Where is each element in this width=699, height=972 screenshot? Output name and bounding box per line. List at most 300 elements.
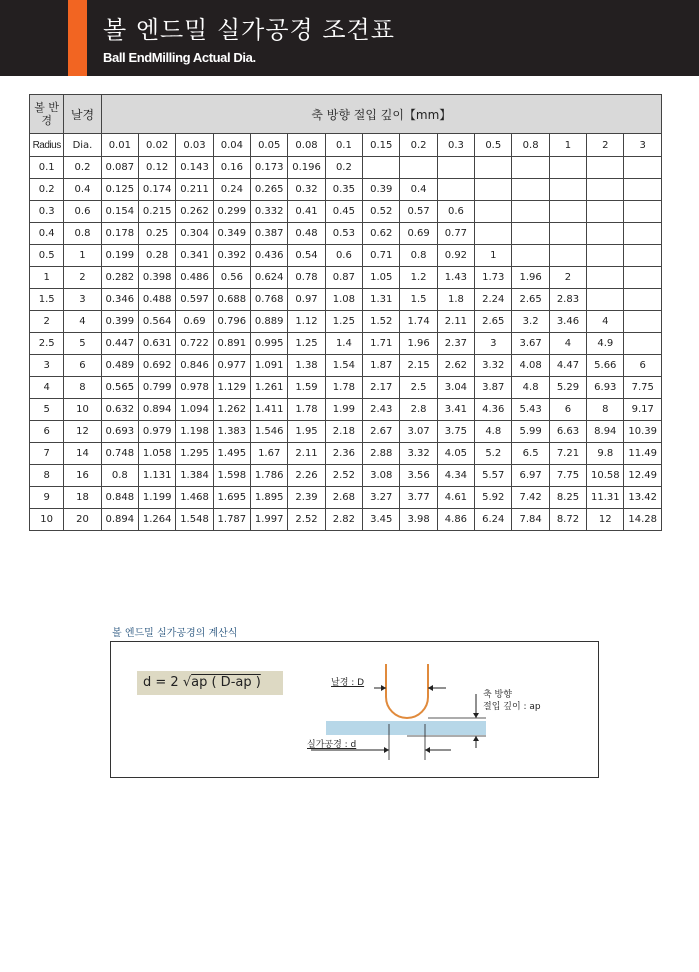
radius-cell: 0.4 [30,223,64,245]
actual-dia-cell: 0.32 [288,179,325,201]
actual-dia-cell [624,223,662,245]
dia-cell: 18 [64,487,101,509]
actual-dia-cell: 2.5 [400,377,437,399]
table-row [30,421,662,443]
actual-dia-cell: 0.154 [101,201,138,223]
ball-endmill-tool-outline [386,664,428,718]
actual-dia-cell: 2.83 [549,289,586,311]
actual-dia-cell [624,267,662,289]
actual-dia-cell: 1.468 [176,487,213,509]
actual-dia-arrow-left-icon [384,747,389,753]
table-row [30,289,662,311]
actual-dia-cell: 0.143 [176,157,213,179]
actual-dia-cell: 1.05 [363,267,400,289]
actual-dia-cell: 0.77 [437,223,474,245]
table-row [30,223,662,245]
header-dia-ko: 날경 [64,95,101,134]
actual-dia-cell: 2.36 [325,443,362,465]
header-depth-value: 1 [549,134,586,157]
actual-dia-cell: 4.47 [549,355,586,377]
dia-cell: 6 [64,355,101,377]
actual-dia-cell [624,289,662,311]
actual-dia-cell: 0.8 [101,465,138,487]
actual-dia-cell: 1.74 [400,311,437,333]
dia-cell: 20 [64,509,101,531]
radius-cell: 0.5 [30,245,64,267]
header-dia: Dia. [64,134,101,157]
table-row [30,355,662,377]
actual-dia-cell: 1.4 [325,333,362,355]
actual-dia-cell: 4.34 [437,465,474,487]
dia-cell: 3 [64,289,101,311]
actual-dia-cell: 2.65 [475,311,512,333]
actual-dia-cell: 0.69 [176,311,213,333]
actual-dia-cell: 1.71 [363,333,400,355]
actual-dia-cell: 0.488 [139,289,176,311]
dia-cell: 10 [64,399,101,421]
table-row [30,311,662,333]
actual-dia-cell: 0.56 [213,267,250,289]
actual-dia-cell [624,333,662,355]
sqrt-icon: √ [182,675,192,690]
actual-dia-cell: 3.77 [400,487,437,509]
actual-dia-cell: 0.848 [101,487,138,509]
actual-dia-cell: 1.198 [176,421,213,443]
actual-dia-cell: 1.59 [288,377,325,399]
table-row [30,245,662,267]
actual-dia-cell: 2.17 [363,377,400,399]
actual-dia-cell: 1.383 [213,421,250,443]
actual-dia-cell: 4.05 [437,443,474,465]
actual-dia-cell: 2.82 [325,509,362,531]
actual-dia-cell: 0.799 [139,377,176,399]
actual-dia-cell: 1.25 [325,311,362,333]
actual-dia-cell [475,201,512,223]
radius-cell: 10 [30,509,64,531]
radius-cell: 9 [30,487,64,509]
actual-dia-cell: 6.93 [587,377,624,399]
dia-cell: 8 [64,377,101,399]
actual-dia-cell: 1.87 [363,355,400,377]
header-depth: 축 방향 절입 깊이【mm】 [101,95,661,134]
actual-dia-cell [437,157,474,179]
actual-dia-cell: 6.24 [475,509,512,531]
actual-dia-cell: 0.282 [101,267,138,289]
actual-dia-cell: 0.215 [139,201,176,223]
actual-dia-cell: 1.73 [475,267,512,289]
actual-dia-cell: 0.891 [213,333,250,355]
actual-dia-cell [475,179,512,201]
formula-radicand: ap ( D-ap ) [191,675,261,690]
actual-dia-cell [549,245,586,267]
actual-dia-cell: 0.304 [176,223,213,245]
dia-cell: 2 [64,267,101,289]
table-row [30,157,662,179]
actual-dia-cell: 1.546 [251,421,288,443]
actual-dia-cell: 3.32 [400,443,437,465]
actual-dia-cell: 0.8 [400,245,437,267]
actual-dia-cell: 1.8 [437,289,474,311]
actual-dia-cell: 0.978 [176,377,213,399]
actual-dia-cell [437,179,474,201]
actual-dia-cell: 1.787 [213,509,250,531]
actual-dia-cell: 0.28 [139,245,176,267]
table-row [30,201,662,223]
page-subtitle: Ball EndMilling Actual Dia. [103,50,256,65]
dia-cell: 14 [64,443,101,465]
actual-dia-cell [363,157,400,179]
actual-dia-cell: 0.399 [101,311,138,333]
actual-dia-cell: 0.768 [251,289,288,311]
actual-dia-cell: 0.894 [101,509,138,531]
actual-dia-cell [587,179,624,201]
actual-dia-cell: 4 [549,333,586,355]
header-depth-value: 0.5 [475,134,512,157]
actual-dia-cell: 4.9 [587,333,624,355]
actual-dia-cell: 6 [549,399,586,421]
actual-dia-cell: 0.48 [288,223,325,245]
radius-cell: 4 [30,377,64,399]
actual-dia-cell: 8.72 [549,509,586,531]
actual-dia-cell: 1.08 [325,289,362,311]
actual-dia-cell: 1.129 [213,377,250,399]
actual-dia-cell: 3.27 [363,487,400,509]
actual-dia-cell: 1.786 [251,465,288,487]
actual-dia-cell: 5.99 [512,421,549,443]
actual-dia-cell: 1.094 [176,399,213,421]
actual-dia-cell: 0.693 [101,421,138,443]
actual-dia-cell: 0.24 [213,179,250,201]
actual-dia-cell: 7.75 [624,377,662,399]
actual-dia-cell: 0.299 [213,201,250,223]
actual-dia-cell: 1.43 [437,267,474,289]
actual-dia-cell: 0.979 [139,421,176,443]
actual-dia-cell: 1.895 [251,487,288,509]
workpiece-cut-area [326,721,486,735]
actual-dia-cell: 7.21 [549,443,586,465]
header-depth-value: 0.03 [176,134,213,157]
actual-dia-cell: 1.695 [213,487,250,509]
dia-cell: 0.2 [64,157,101,179]
header-radius: Radius [30,134,64,157]
actual-dia-cell [624,245,662,267]
actual-dia-cell: 0.211 [176,179,213,201]
table-row [30,179,662,201]
actual-dia-cell: 1 [475,245,512,267]
actual-dia-cell [587,267,624,289]
actual-dia-cell: 5.57 [475,465,512,487]
actual-dia-cell: 0.087 [101,157,138,179]
actual-dia-cell: 1.99 [325,399,362,421]
actual-dia-cell: 7.42 [512,487,549,509]
actual-dia-cell: 0.173 [251,157,288,179]
actual-dia-cell: 1.12 [288,311,325,333]
actual-dia-cell [549,223,586,245]
actual-dia-cell: 1.495 [213,443,250,465]
actual-dia-cell: 0.62 [363,223,400,245]
actual-dia-cell: 0.624 [251,267,288,289]
table-row [30,509,662,531]
header-depth-value: 0.08 [288,134,325,157]
actual-dia-cell: 2.11 [437,311,474,333]
actual-dia-cell [587,289,624,311]
actual-dia-cell: 0.97 [288,289,325,311]
actual-dia-cell: 4.36 [475,399,512,421]
actual-dia-cell: 2.52 [288,509,325,531]
actual-dia-cell: 1.295 [176,443,213,465]
actual-dia-cell: 4 [587,311,624,333]
actual-dia-cell: 1.262 [213,399,250,421]
actual-dia-cell: 2.18 [325,421,362,443]
radius-cell: 2.5 [30,333,64,355]
actual-dia-cell [549,201,586,223]
actual-dia-cell: 2.88 [363,443,400,465]
actual-dia-cell: 7.84 [512,509,549,531]
table-row [30,399,662,421]
actual-dia-cell: 2.26 [288,465,325,487]
label-actual-dia: 실가공경 : d [307,740,357,750]
actual-dia-cell: 0.341 [176,245,213,267]
actual-dia-cell [624,157,662,179]
actual-dia-cell: 2 [549,267,586,289]
actual-dia-cell [587,201,624,223]
actual-dia-cell: 1.058 [139,443,176,465]
actual-dia-cell: 12.49 [624,465,662,487]
header-depth-value: 0.3 [437,134,474,157]
actual-dia-cell: 4.8 [475,421,512,443]
actual-dia-cell: 3.07 [400,421,437,443]
actual-dia-cell: 0.977 [213,355,250,377]
actual-dia-cell: 1.411 [251,399,288,421]
header-depth-value: 0.05 [251,134,288,157]
actual-dia-cell: 0.398 [139,267,176,289]
actual-dia-cell: 1.384 [176,465,213,487]
actual-dia-cell: 3.2 [512,311,549,333]
actual-dia-cell: 8.94 [587,421,624,443]
actual-dia-cell [587,245,624,267]
header-depth-value: 0.04 [213,134,250,157]
actual-dia-cell: 4.08 [512,355,549,377]
actual-dia-cell: 2.11 [288,443,325,465]
actual-dia-cell [512,201,549,223]
actual-dia-cell: 0.52 [363,201,400,223]
header-depth-value: 0.2 [400,134,437,157]
actual-dia-cell: 3.04 [437,377,474,399]
actual-dia-cell: 12 [587,509,624,531]
actual-dia-cell: 0.688 [213,289,250,311]
actual-dia-cell: 0.92 [437,245,474,267]
actual-dia-cell: 4.8 [512,377,549,399]
actual-dia-cell: 0.564 [139,311,176,333]
actual-dia-cell: 1.25 [288,333,325,355]
actual-dia-cell: 0.995 [251,333,288,355]
actual-dia-cell: 0.6 [437,201,474,223]
actual-dia-cell: 0.632 [101,399,138,421]
actual-dia-cell: 1.96 [512,267,549,289]
actual-dia-cell: 0.54 [288,245,325,267]
actual-dia-cell [512,157,549,179]
actual-dia-cell: 2.37 [437,333,474,355]
actual-dia-cell: 0.349 [213,223,250,245]
dia-cell: 0.6 [64,201,101,223]
actual-dia-cell: 1.52 [363,311,400,333]
actual-dia-cell: 0.796 [213,311,250,333]
actual-dia-cell: 0.489 [101,355,138,377]
actual-dia-cell: 2.52 [325,465,362,487]
actual-dia-cell: 8 [587,399,624,421]
actual-dia-cell: 3.75 [437,421,474,443]
actual-dia-cell: 2.62 [437,355,474,377]
depth-arrow-up-icon [473,736,479,741]
actual-dia-cell: 1.131 [139,465,176,487]
header-depth-value: 0.8 [512,134,549,157]
radius-cell: 1 [30,267,64,289]
table-row [30,443,662,465]
actual-dia-cell: 1.96 [400,333,437,355]
actual-dia-cell: 4.61 [437,487,474,509]
formula-box [110,641,599,778]
table-row [30,333,662,355]
dia-cell: 1 [64,245,101,267]
actual-dia-cell: 5.43 [512,399,549,421]
actual-dia-cell: 0.174 [139,179,176,201]
actual-dia-cell: 0.392 [213,245,250,267]
actual-dia-cell: 3.67 [512,333,549,355]
actual-dia-cell: 6.63 [549,421,586,443]
actual-dia-cell: 1.548 [176,509,213,531]
actual-dia-cell [587,157,624,179]
actual-dia-cell [624,179,662,201]
dia-cell: 12 [64,421,101,443]
actual-dia-cell: 9.8 [587,443,624,465]
actual-dia-cell: 4.86 [437,509,474,531]
actual-dia-cell: 0.894 [139,399,176,421]
dia-cell: 5 [64,333,101,355]
table-row [30,465,662,487]
actual-dia-cell [400,157,437,179]
actual-dia-cell: 0.87 [325,267,362,289]
condition-table [29,94,662,531]
radius-cell: 6 [30,421,64,443]
actual-dia-cell: 1.78 [325,377,362,399]
actual-dia-cell: 8.25 [549,487,586,509]
actual-dia-cell: 2.15 [400,355,437,377]
actual-dia-cell: 0.486 [176,267,213,289]
actual-dia-cell: 6.5 [512,443,549,465]
header-radius-ko: 볼 반경 [30,95,64,134]
actual-dia-cell: 0.178 [101,223,138,245]
actual-dia-cell: 0.199 [101,245,138,267]
actual-dia-cell [475,223,512,245]
actual-dia-cell: 2.24 [475,289,512,311]
actual-dia-cell: 6 [624,355,662,377]
dia-cell: 16 [64,465,101,487]
radius-cell: 0.3 [30,201,64,223]
actual-dia-cell: 5.29 [549,377,586,399]
actual-dia-cell: 0.69 [400,223,437,245]
actual-dia-cell [512,245,549,267]
radius-cell: 2 [30,311,64,333]
actual-dia-cell [549,157,586,179]
actual-dia-cell [549,179,586,201]
table-row [30,267,662,289]
actual-dia-cell: 3.32 [475,355,512,377]
actual-dia-cell: 14.28 [624,509,662,531]
actual-dia-cell: 0.262 [176,201,213,223]
actual-dia-cell: 10.58 [587,465,624,487]
header-accent-bar [68,0,87,76]
formula-prefix: d = 2 [143,675,179,690]
actual-dia-cell: 3.08 [363,465,400,487]
depth-arrow-down-icon [473,713,479,718]
actual-dia-cell: 0.16 [213,157,250,179]
actual-dia-cell: 1.997 [251,509,288,531]
radius-cell: 7 [30,443,64,465]
radius-cell: 0.2 [30,179,64,201]
actual-dia-cell [512,223,549,245]
actual-dia-cell: 0.722 [176,333,213,355]
actual-dia-cell: 0.45 [325,201,362,223]
actual-dia-cell: 11.49 [624,443,662,465]
actual-dia-cell: 1.261 [251,377,288,399]
radius-cell: 8 [30,465,64,487]
header-depth-value: 0.15 [363,134,400,157]
actual-dia-cell: 0.71 [363,245,400,267]
actual-dia-cell: 10.39 [624,421,662,443]
actual-dia-cell: 3.46 [549,311,586,333]
header-depth-value: 3 [624,134,662,157]
actual-dia-cell: 0.387 [251,223,288,245]
actual-dia-cell: 1.31 [363,289,400,311]
actual-dia-cell: 1.598 [213,465,250,487]
actual-dia-cell: 0.436 [251,245,288,267]
actual-dia-arrow-right-icon [425,747,430,753]
actual-dia-cell: 0.4 [400,179,437,201]
actual-dia-cell: 3 [475,333,512,355]
formula-title: 볼 엔드밀 실가공경의 계산식 [112,628,238,639]
label-tool-dia: 날경 : D [331,678,365,688]
actual-dia-cell: 0.35 [325,179,362,201]
actual-dia-cell: 0.332 [251,201,288,223]
actual-dia-cell: 0.57 [400,201,437,223]
actual-dia-cell: 0.41 [288,201,325,223]
actual-dia-cell: 2.39 [288,487,325,509]
dia-cell: 0.4 [64,179,101,201]
table-row [30,487,662,509]
actual-dia-cell: 2.43 [363,399,400,421]
actual-dia-cell: 1.95 [288,421,325,443]
actual-dia-cell: 11.31 [587,487,624,509]
page-header [0,0,699,76]
radius-cell: 5 [30,399,64,421]
actual-dia-cell: 9.17 [624,399,662,421]
actual-dia-cell: 1.38 [288,355,325,377]
actual-dia-cell: 0.125 [101,179,138,201]
actual-dia-cell: 0.196 [288,157,325,179]
actual-dia-cell: 0.265 [251,179,288,201]
actual-dia-cell [512,179,549,201]
actual-dia-cell: 0.447 [101,333,138,355]
page-title: 볼 엔드밀 실가공경 조견표 [103,16,395,44]
actual-dia-cell: 2.67 [363,421,400,443]
actual-dia-cell: 0.565 [101,377,138,399]
actual-dia-cell: 1.091 [251,355,288,377]
dia-cell: 0.8 [64,223,101,245]
header-depth-value: 0.1 [325,134,362,157]
actual-dia-cell: 3.45 [363,509,400,531]
label-depth-line2: 절입 깊이 : ap [483,702,541,712]
actual-dia-cell: 0.631 [139,333,176,355]
